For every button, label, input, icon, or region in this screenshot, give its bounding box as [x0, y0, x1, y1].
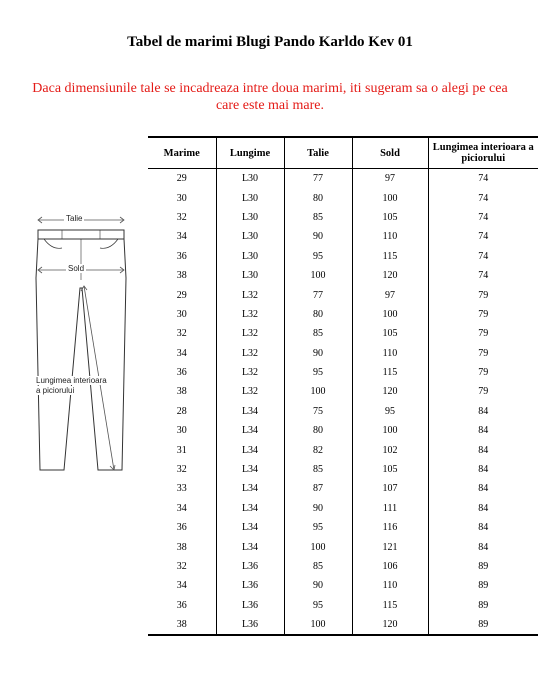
- jeans-outline-icon: [22, 208, 140, 478]
- inseam-label-line2: a piciorului: [36, 386, 75, 395]
- cell-hip: 116: [352, 518, 428, 537]
- cell-inseam: 74: [478, 270, 489, 282]
- cell-inseam: 79: [478, 367, 489, 379]
- table-row: [148, 169, 538, 189]
- cell-length: L32: [216, 382, 284, 401]
- cell-hip: 115: [352, 363, 428, 382]
- cell-waist: 95: [284, 596, 352, 615]
- cell-inseam: 74: [478, 250, 489, 262]
- cell-waist: 77: [284, 285, 352, 304]
- table-row: [148, 576, 538, 595]
- size-table-body: [148, 169, 538, 636]
- cell-size: 30: [148, 421, 216, 440]
- cell-size: 34: [148, 499, 216, 518]
- cell-length: L36: [216, 557, 284, 576]
- cell-length: L36: [216, 576, 284, 595]
- cell-length: L30: [216, 227, 284, 246]
- table-row: [148, 363, 538, 382]
- cell-size: 33: [148, 479, 216, 498]
- cell-size: 32: [148, 460, 216, 479]
- page-title: Tabel de marimi Blugi Pando Karldo Kev 01: [127, 34, 413, 50]
- cell-hip: 110: [352, 227, 428, 246]
- cell-waist: 100: [284, 537, 352, 556]
- cell-inseam: 84: [478, 483, 489, 495]
- cell-inseam: 74: [478, 173, 489, 185]
- table-row: [148, 440, 538, 459]
- cell-length: L34: [216, 421, 284, 440]
- table-row: [148, 227, 538, 246]
- cell-length: L34: [216, 537, 284, 556]
- table-row: [148, 402, 538, 421]
- table-row: [148, 285, 538, 304]
- cell-size: 32: [148, 324, 216, 343]
- cell-size: 28: [148, 402, 216, 421]
- cell-size: 38: [148, 382, 216, 401]
- cell-waist: 100: [284, 266, 352, 285]
- table-row: [148, 266, 538, 285]
- cell-length: L36: [216, 596, 284, 615]
- cell-inseam: 74: [478, 192, 489, 204]
- cell-size: 34: [148, 576, 216, 595]
- cell-size: 38: [148, 537, 216, 556]
- cell-size: 36: [148, 363, 216, 382]
- cell-hip: 102: [352, 440, 428, 459]
- cell-length: L32: [216, 344, 284, 363]
- cell-hip: 97: [352, 285, 428, 304]
- cell-waist: 100: [284, 382, 352, 401]
- table-row: [148, 460, 538, 479]
- cell-size: 29: [148, 169, 216, 189]
- table-row: [148, 382, 538, 401]
- cell-inseam: 74: [478, 231, 489, 243]
- cell-hip: 106: [352, 557, 428, 576]
- cell-length: L36: [216, 615, 284, 635]
- cell-size: 36: [148, 596, 216, 615]
- cell-waist: 90: [284, 499, 352, 518]
- cell-size: 34: [148, 227, 216, 246]
- cell-waist: 80: [284, 305, 352, 324]
- cell-inseam: 84: [478, 502, 489, 514]
- cell-waist: 95: [284, 518, 352, 537]
- cell-waist: 85: [284, 208, 352, 227]
- cell-hip: 121: [352, 537, 428, 556]
- cell-waist: 100: [284, 615, 352, 635]
- cell-hip: 120: [352, 615, 428, 635]
- cell-length: L34: [216, 402, 284, 421]
- hip-label: Sold: [68, 264, 85, 273]
- table-row: [148, 324, 538, 343]
- cell-size: 34: [148, 344, 216, 363]
- cell-waist: 77: [284, 169, 352, 189]
- cell-hip: 107: [352, 479, 428, 498]
- cell-hip: 115: [352, 596, 428, 615]
- header-waist: Talie: [284, 137, 352, 169]
- table-row: [148, 596, 538, 615]
- cell-waist: 80: [284, 188, 352, 207]
- cell-hip: 105: [352, 208, 428, 227]
- cell-hip: 110: [352, 576, 428, 595]
- cell-inseam: 89: [478, 561, 489, 572]
- cell-waist: 80: [284, 421, 352, 440]
- cell-size: 31: [148, 440, 216, 459]
- inseam-label-line1: Lungimea interioara: [36, 376, 107, 385]
- cell-length: L32: [216, 363, 284, 382]
- cell-length: L30: [216, 247, 284, 266]
- cell-waist: 75: [284, 402, 352, 421]
- cell-size: 32: [148, 557, 216, 576]
- cell-inseam: 79: [478, 347, 489, 359]
- cell-length: L30: [216, 169, 284, 189]
- cell-hip: 105: [352, 324, 428, 343]
- cell-inseam: 89: [478, 580, 489, 592]
- cell-waist: 90: [284, 227, 352, 246]
- cell-length: L32: [216, 324, 284, 343]
- cell-length: L30: [216, 208, 284, 227]
- cell-size: 36: [148, 247, 216, 266]
- cell-waist: 85: [284, 460, 352, 479]
- cell-length: L34: [216, 460, 284, 479]
- cell-inseam: 89: [428, 615, 538, 635]
- cell-inseam: 79: [478, 308, 489, 320]
- cell-hip: 95: [352, 402, 428, 421]
- cell-waist: 87: [284, 479, 352, 498]
- cell-size: 29: [148, 285, 216, 304]
- cell-length: L30: [216, 266, 284, 285]
- cell-inseam: 84: [478, 541, 489, 553]
- cell-size: 30: [148, 305, 216, 324]
- cell-waist: 90: [284, 576, 352, 595]
- table-row: [148, 615, 538, 635]
- cell-inseam: 89: [478, 599, 489, 611]
- table-row: [148, 518, 538, 537]
- cell-size: 30: [148, 188, 216, 207]
- table-row: [148, 537, 538, 556]
- header-inseam: Lungimea interioara a piciorului: [428, 137, 538, 169]
- header-hip: Sold: [352, 137, 428, 169]
- table-row: [148, 479, 538, 498]
- cell-inseam: 84: [478, 444, 489, 456]
- cell-inseam: 84: [478, 522, 489, 534]
- cell-hip: 115: [352, 247, 428, 266]
- cell-length: L30: [216, 188, 284, 207]
- cell-waist: 90: [284, 344, 352, 363]
- cell-inseam: 84: [478, 464, 489, 476]
- table-row: [148, 499, 538, 518]
- table-row: [148, 188, 538, 207]
- jeans-measurement-diagram: [22, 208, 140, 478]
- cell-size: 38: [148, 266, 216, 285]
- header-length: Lungime: [216, 137, 284, 169]
- cell-hip: 100: [352, 188, 428, 207]
- cell-length: L34: [216, 479, 284, 498]
- cell-hip: 97: [352, 169, 428, 189]
- cell-length: L32: [216, 285, 284, 304]
- size-advice-note: Daca dimensiunile tale se incadreaza intre doua marimi, iti sugeram sa o alegi pe cea care este mai mare.: [32, 81, 508, 113]
- cell-inseam: 84: [478, 425, 489, 437]
- cell-hip: 110: [352, 344, 428, 363]
- cell-hip: 111: [352, 499, 428, 518]
- cell-hip: 105: [352, 460, 428, 479]
- cell-length: L34: [216, 499, 284, 518]
- table-row: [148, 557, 538, 576]
- table-row: [148, 208, 538, 227]
- cell-waist: 85: [284, 557, 352, 576]
- cell-waist: 95: [284, 247, 352, 266]
- cell-inseam: 79: [478, 328, 489, 340]
- cell-hip: 100: [352, 305, 428, 324]
- table-row: [148, 344, 538, 363]
- cell-size: 36: [148, 518, 216, 537]
- cell-inseam: 84: [478, 405, 489, 417]
- cell-hip: 100: [352, 421, 428, 440]
- cell-hip: 120: [352, 266, 428, 285]
- size-table: [148, 136, 538, 636]
- cell-inseam: 79: [478, 289, 489, 301]
- cell-length: L34: [216, 518, 284, 537]
- table-row: [148, 421, 538, 440]
- cell-length: L34: [216, 440, 284, 459]
- table-row: [148, 305, 538, 324]
- table-row: [148, 247, 538, 266]
- cell-inseam: 79: [478, 386, 489, 398]
- header-size: Marime: [148, 137, 216, 169]
- table-header-row: [148, 137, 538, 169]
- cell-waist: 85: [284, 324, 352, 343]
- cell-inseam: 74: [478, 211, 489, 223]
- waist-label: Talie: [66, 214, 83, 223]
- cell-size: 38: [148, 615, 216, 635]
- cell-waist: 95: [284, 363, 352, 382]
- cell-waist: 82: [284, 440, 352, 459]
- cell-length: L32: [216, 305, 284, 324]
- cell-hip: 120: [352, 382, 428, 401]
- cell-size: 32: [148, 208, 216, 227]
